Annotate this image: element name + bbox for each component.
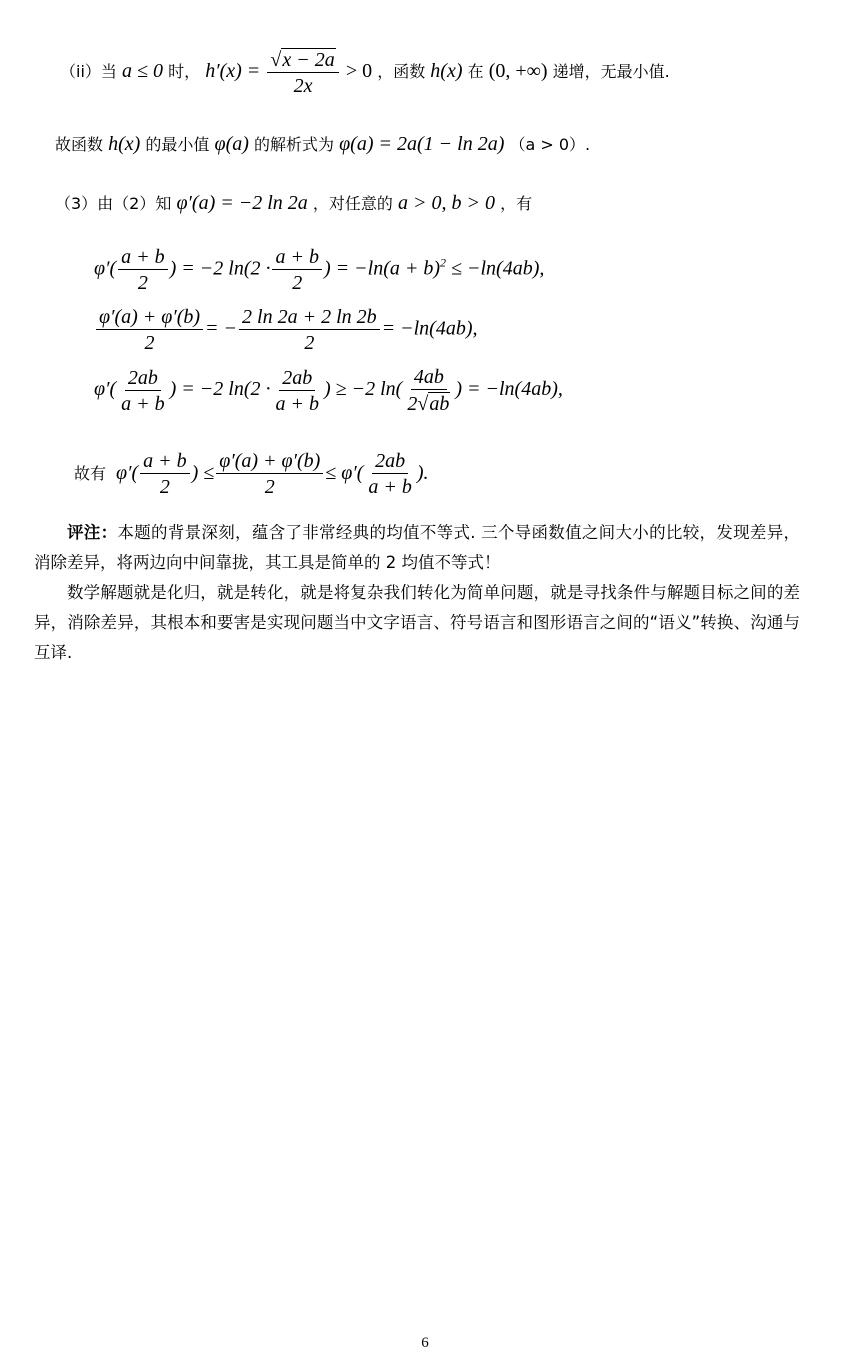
- conclusion-line: [74, 450, 429, 498]
- eq3-frac3: [404, 366, 453, 415]
- eq2-den1: 2: [144, 332, 155, 354]
- eq3-num2: 2ab: [279, 367, 315, 391]
- equation-3: [94, 366, 563, 415]
- eq3-num3: 4ab: [411, 366, 447, 390]
- equation-2: [94, 306, 478, 354]
- eq1-lhs: φ′(: [94, 257, 117, 280]
- page-number: 6: [421, 1335, 429, 1351]
- part-3-label: （3）由（2）知: [55, 194, 172, 213]
- phi-condition: （a > 0）.: [509, 135, 591, 154]
- case-label: （ii）当: [60, 62, 117, 81]
- conc-frac2: [216, 450, 323, 498]
- eq3-frac2: [272, 367, 322, 415]
- eq3-num1: 2ab: [125, 367, 161, 391]
- numerator-text: x − 2a: [282, 49, 335, 71]
- eq1-mid: ) = −2 ln(2 ·: [169, 257, 271, 280]
- eq3-mid2: ) ≥ −2 ln(: [323, 378, 403, 401]
- conc-le1: ) ≤: [191, 461, 215, 484]
- text-min: 的最小值: [145, 135, 210, 154]
- summary-paragraph: [34, 578, 800, 668]
- eq2-mid: = −: [205, 317, 238, 340]
- eq1-frac2: [272, 246, 322, 294]
- fraction-numerator: √x − 2a: [267, 48, 338, 73]
- eq2-den2: 2: [304, 332, 315, 354]
- summary-text: 数学解题就是化归，就是转化，就是将复杂我们转化为简单问题，就是寻找条件与解题目标之间的差异，消除差异，其根本和要害是实现问题当中文字语言、符号语言和图形语言之间的“语义”转换、沟通与互译.: [34, 583, 800, 662]
- conc-le2: ≤ φ′(: [325, 461, 364, 484]
- ab-condition: a > 0, b > 0: [397, 192, 495, 214]
- eq3-lhs: φ′(: [94, 378, 117, 401]
- eq2-num1: φ′(a) + φ′(b): [96, 306, 203, 330]
- eq3-frac1: [118, 367, 168, 415]
- eq1-num2: a + b: [272, 246, 322, 270]
- interval: (0, +∞): [488, 60, 548, 82]
- case-condition: a ≤ 0: [122, 60, 163, 82]
- derivative-fraction: [267, 48, 338, 97]
- eq1-rhs2: ≤ −ln(4ab),: [451, 257, 545, 280]
- phi-formula: φ(a) = 2a(1 − ln 2a): [339, 133, 505, 155]
- eq2-frac1: [96, 306, 203, 354]
- eq2-rhs: = −ln(4ab),: [381, 317, 478, 340]
- conc-den3: a + b: [368, 476, 412, 498]
- eq2-num2: 2 ln 2a + 2 ln 2b: [239, 306, 380, 330]
- conc-end: ).: [416, 461, 429, 484]
- phi-derivative-formula: φ′(a) = −2 ln 2a: [176, 192, 308, 214]
- case-shi: 时，: [168, 62, 201, 81]
- eq1-num1: a + b: [118, 246, 168, 270]
- eq3-mid: ) = −2 ln(2 ·: [169, 378, 271, 401]
- text-arbitrary: ，对任意的: [312, 194, 393, 213]
- eq1-square: 2: [440, 255, 447, 270]
- phi-of-a: φ(a): [214, 133, 249, 155]
- h-of-x: h(x): [430, 60, 463, 82]
- eq3-rhs: ) = −ln(4ab),: [455, 378, 563, 401]
- comment-paragraph: [34, 518, 800, 578]
- text-gu: 故函数: [55, 135, 104, 154]
- conc-lhs: φ′(: [116, 461, 139, 484]
- case-ii-line: [60, 48, 670, 97]
- conc-den1: 2: [159, 476, 170, 498]
- comment-text: 本题的背景深刻，蕴含了非常经典的均值不等式. 三个导函数值之间大小的比较，发现差异，消除差异，将两边向中间靠拢，其工具是简单的 2 均值不等式！: [34, 523, 801, 572]
- eq2-frac2: [239, 306, 380, 354]
- conclusion-prefix: 故有: [74, 463, 107, 483]
- eq3-den3-radicand: ab: [429, 393, 450, 415]
- eq1-frac1: [118, 246, 168, 294]
- eq3-den3: 2√ab: [407, 393, 450, 415]
- min-value-line: [55, 132, 590, 156]
- conc-frac1: [140, 450, 190, 498]
- eq3-den2: a + b: [275, 392, 319, 415]
- conc-num3: 2ab: [372, 450, 408, 474]
- comment-label: 评注：: [67, 523, 118, 542]
- h-of-x: h(x): [108, 133, 141, 155]
- conc-frac3: [365, 450, 415, 498]
- text-zai: 在: [467, 62, 484, 81]
- eq1-den2: 2: [292, 272, 303, 294]
- eq1-rhs: ) = −ln(a + b): [323, 257, 441, 280]
- eq3-den1: a + b: [121, 392, 165, 415]
- equation-1: [94, 246, 544, 294]
- text-increasing: 递增，无最小值.: [552, 62, 670, 81]
- part-3-line: [55, 191, 532, 215]
- conc-num1: a + b: [140, 450, 190, 474]
- text-function: ，函数: [377, 62, 426, 81]
- text-expr: 的解析式为: [254, 135, 335, 154]
- text-you: ，有: [500, 194, 533, 213]
- derivative-lhs: h′(x) =: [205, 60, 261, 82]
- gt-zero: > 0: [345, 60, 373, 82]
- conc-num2: φ′(a) + φ′(b): [216, 450, 323, 474]
- eq1-den1: 2: [137, 272, 148, 294]
- eq3-den3-coef: 2: [407, 393, 418, 415]
- conc-den2: 2: [264, 476, 275, 498]
- fraction-denominator: 2x: [293, 75, 313, 97]
